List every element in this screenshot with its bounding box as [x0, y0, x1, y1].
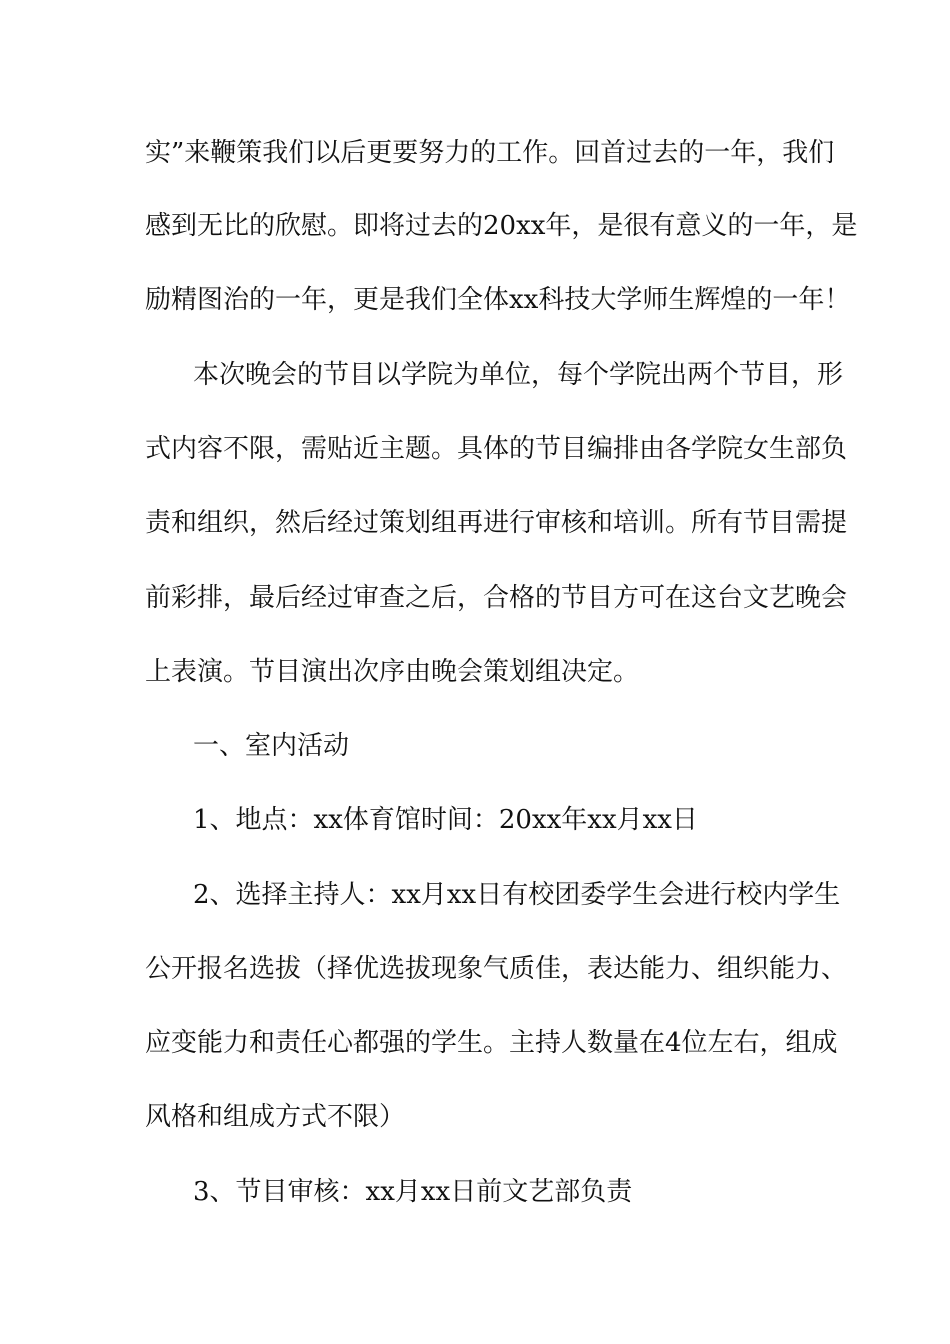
paragraph-start-line: 本次晚会的节目以学院为单位，每个学院出两个节目，形	[193, 360, 844, 390]
text-line: 责和组织，然后经过策划组再进行审核和培训。所有节目需提	[145, 508, 848, 538]
text-line: 式内容不限，需贴近主题。具体的节目编排由各学院女生部负	[145, 434, 848, 464]
text-line: 励精图治的一年，更是我们全体xx科技大学师生辉煌的一年！	[145, 285, 851, 315]
text-line: 公开报名选拔（择优选拔现象气质佳，表达能力、组织能力、	[145, 954, 848, 984]
text-line: 上表演。节目演出次序由晚会策划组决定。	[145, 657, 640, 687]
text-line: 应变能力和责任心都强的学生。主持人数量在4位左右，组成	[145, 1028, 838, 1058]
list-item: 3、节目审核：xx月xx日前文艺部负责	[193, 1177, 633, 1207]
section-heading: 一、室内活动	[193, 731, 350, 761]
text-line: 实”来鞭策我们以后更要努力的工作。回首过去的一年，我们	[145, 138, 835, 168]
text-line: 感到无比的欣慰。即将过去的20xx年，是很有意义的一年，是	[145, 211, 858, 241]
text-line: 风格和组成方式不限）	[145, 1102, 406, 1132]
text-line: 前彩排，最后经过审查之后，合格的节目方可在这台文艺晚会	[145, 583, 848, 613]
list-item: 1、地点：xx体育馆时间：20xx年xx月xx日	[193, 805, 698, 835]
list-item: 2、选择主持人：xx月xx日有校团委学生会进行校内学生	[193, 880, 841, 910]
